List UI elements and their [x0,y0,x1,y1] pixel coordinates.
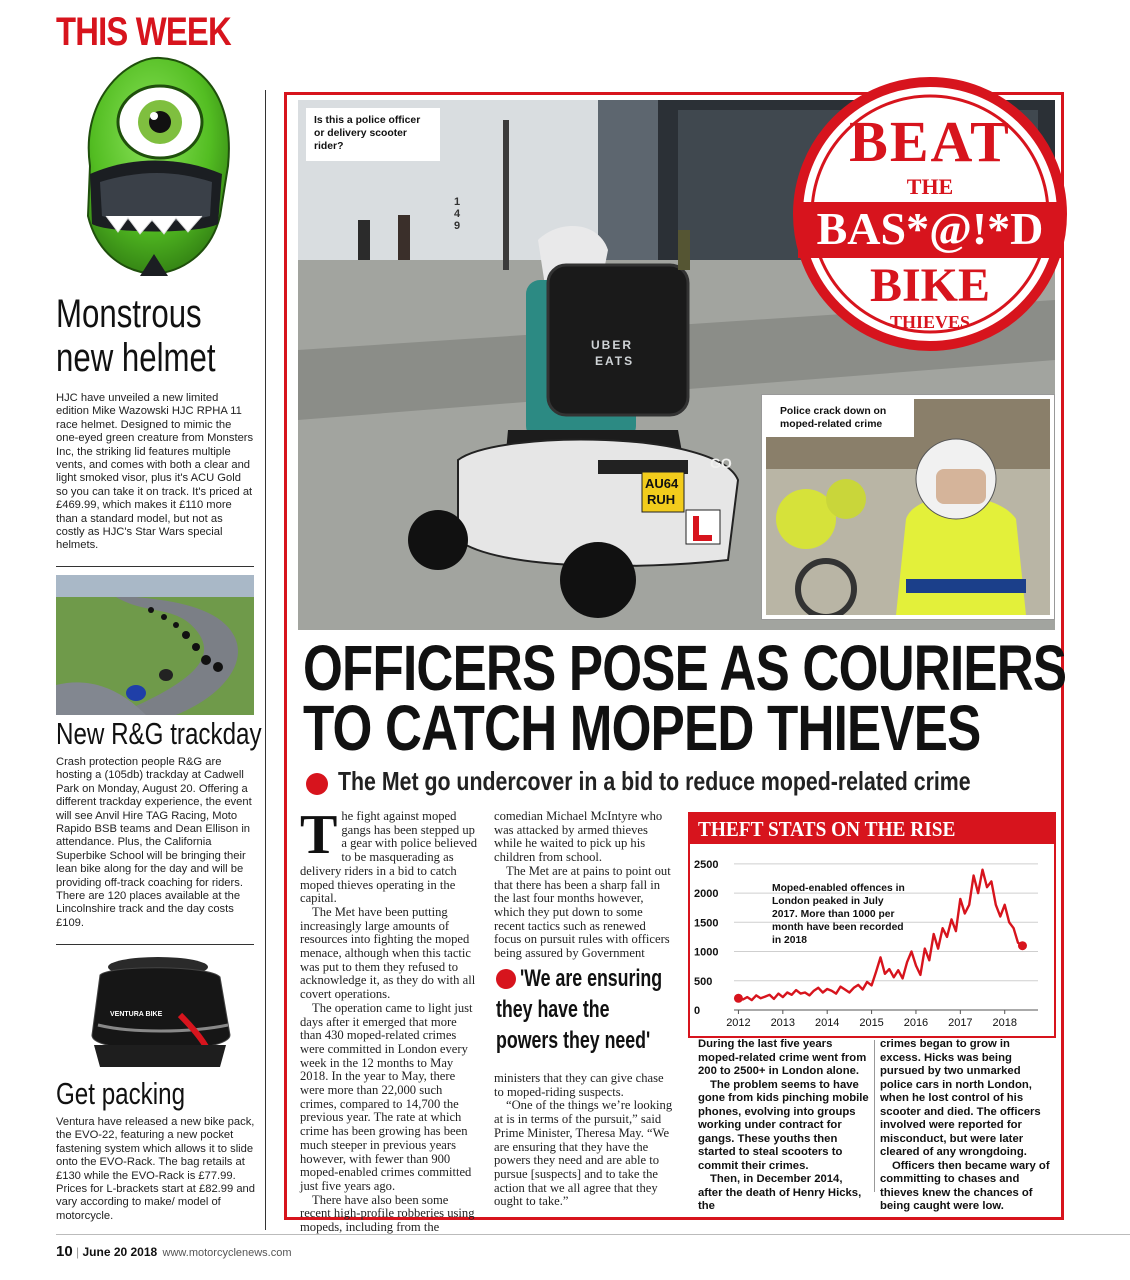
drop-cap: T [300,804,338,866]
stats-text-column-1 [698,1038,870,1214]
article-paragraph: The operation came to light just days after it emerged that more than 430 moped-related crimes were committed in London every week in the 12 months to May 2018. In the year to May, there were more than 22,000 such crimes, compared to 14,700 the previous year. The rate at which crime has been growing has been much steeper in previous years however, with fewer than 900 moped-enabled crimes committed just five years ago. [300,1000,473,1193]
stats-paragraph: crimes began to grow in excess. Hicks was being pursued by two unmarked police cars in north London, when he lost control of his scooter and died. The officers involved were reported for misconduct, but were later cleared of any wrongdoing. [880,1038,1041,1158]
pull-quote-bullet [496,969,516,989]
photo-text-plate-1: AU64 [645,476,679,491]
stats-paragraph: Officers then became wary of committing to chases and thieves knew the chances of being caught were low. [880,1159,1050,1212]
x-tick-label: 2017 [948,1017,973,1029]
photo-text-bag-2: EATS [595,354,635,368]
stats-text-column-2 [880,1038,1050,1214]
photo-text-bag-1: UBER [591,338,634,352]
article-paragraph: There have also been some recent high-profile robberies using mopeds, including from the [300,1192,475,1235]
article-column-1 [300,804,480,1235]
divider [56,566,254,567]
pull-quote-line3: powers they need' [496,1027,651,1054]
bag-photo [80,955,240,1073]
divider [56,944,254,945]
stats-paragraph: The problem seems to have gone from kids pinching mobile phones, evolving into groups working under contract for gangs. These youths then started to steal scooters to commit their crimes. [698,1078,869,1172]
article-paragraph: comedian Michael McIntyre who was attacked by armed thieves while he waited to pick up his children from school. [494,809,663,865]
footer [56,1243,292,1260]
x-tick-label: 2015 [859,1017,884,1029]
badge-line5: THIEVES [889,312,971,332]
helmet-title-line1: Monstrous [56,292,202,336]
series-end-point [1018,941,1027,950]
stats-title-bar [690,814,1054,844]
pull-quote-line2: they have the [496,996,610,1023]
article-paragraph: he fight against moped gangs has been stepped up a gear with police believed to be masquerading as delivery riders in a bid to catch moped thieves operating in the capital. [300,809,478,906]
page-number: 10 [56,1243,73,1260]
main-photo-caption: Is this a police officer or delivery scooter rider? [306,108,440,161]
bag-brand-label: VENTURA BIKE [110,1011,163,1018]
badge-line3: BAS*@!*D [816,203,1044,254]
y-tick-label: 500 [694,975,713,988]
footer-url[interactable]: www.motorcyclenews.com [162,1247,292,1259]
packing-title: Get packing [56,1076,186,1111]
y-tick-label: 2500 [694,858,719,871]
inset-photo [762,395,1054,619]
trackday-title: New R&G trackday [56,716,262,751]
x-tick-label: 2018 [992,1017,1017,1029]
x-tick-label: 2012 [726,1017,751,1029]
helmet-image [70,56,238,276]
article-paragraph: “One of the things we’re looking at is in terms of the pursuit,” said Prime Minister, Theresa May. “We are ensuring that they have the powers they need and are able to pursue [suspects] and to take the action that we all agree that they ought to take.” [494,1098,673,1209]
article-paragraph: The Met have been putting increasingly large amounts of resources into fighting the moped menace, although when this tactic was put to them they refused to acknowledge it, as they do with all covert operations. [300,904,476,1002]
photo-text-building: 149 [454,196,461,232]
helmet-title [56,292,216,380]
y-tick-label: 0 [694,1005,701,1017]
chart-annotation: Moped-enabled offences in London peaked in July 2017. More than 1000 per month have been recorded in 2018 [772,883,905,946]
section-title: THIS WEEK [56,10,231,54]
article-paragraph: The Met are at pains to point out that there has been a sharp fall in the last four months however, which they put down to some recent tactics such as renewed focus on pursuit rules with officers being assured by Government [494,863,671,961]
helmet-title-line2: new helmet [56,336,216,380]
headline-line2: TO CATCH MOPED THIEVES [303,692,981,764]
stats-paragraph: During the last five years moped-related crime went from 200 to 2500+ in London alone. [698,1038,867,1077]
photo-text-road: GO [710,455,732,471]
trackday-photo [56,575,254,715]
badge-line1: BEAT [849,109,1011,174]
headline-line1: OFFICERS POSE AS COURIERS [303,632,1067,704]
y-tick-label: 2000 [694,888,719,901]
badge-line2: THE [906,174,954,199]
stats-column-rule [874,1040,875,1192]
strap-bullet [306,773,328,795]
inset-photo-caption: Police crack down on moped-related crime [766,399,914,437]
helmet-illustration [70,56,238,276]
strap-text: The Met go undercover in a bid to reduce moped-related crime [338,766,971,796]
track-illustration [56,575,254,715]
footer-sep: | [76,1245,83,1259]
column-rule [265,90,266,1230]
y-tick-label: 1000 [694,946,719,959]
footer-date: June 20 2018 [82,1245,158,1259]
helmet-body: HJC have unveiled a new limited edition Mike Wazowski HJC RPHA 11 race helmet. Designed to mimic the one-eyed green creature from Monsters Inc, the striking lid features multiple vents, and comes with both a clear and light smoked visor, plus it's ACU Gold so you can take it on track. It's priced at £469.99, which makes it £110 more than a standard model, but not as costly as HJC's Star Wars special helmets. [56,392,254,552]
beat-the-thieves-badge [790,74,1070,354]
y-tick-label: 1500 [694,917,719,930]
packing-body: Ventura have released a new bike pack, the EVO-22, featuring a new pocket fastening system which allows it to slide onto the EVO-Rack. The bag retails at £130 while the EVO-Rack is £77.99. Prices for L-brackets start at £82.99 and vary according to make/ model of motorcycle. [56,1116,255,1222]
x-tick-label: 2013 [770,1017,796,1029]
series-start-point [734,994,743,1003]
stats-paragraph: Then, in December 2014, after the death of Henry Hicks, the [698,1173,862,1212]
chart-title: THEFT STATS ON THE RISE [698,817,956,841]
photo-text-plate-2: RUH [647,492,676,507]
pull-quote-line1: 'We are ensuring [520,965,663,992]
article-column-2 [494,810,674,961]
x-tick-label: 2014 [814,1017,840,1029]
stats-chart-box [688,812,1056,1038]
article-column-2b [494,1072,674,1209]
badge-line4: BIKE [869,259,991,312]
footer-rule [56,1234,1130,1235]
trackday-body: Crash protection people R&G are hosting a (105db) trackday at Cadwell Park on Monday, August 20. Offering a different trackday experience, the event will see Anvil Hire TAG Racing, Moto Rapido BSB teams and Dean Ellison in attendance. Plus, the California Superbike School will be bringing their lean bike along for the day and will be providing off-track coaching for riders. There are 120 places available at the Lincolnshire track and the day costs £109. [56,756,252,929]
x-tick-label: 2016 [903,1017,929,1029]
article-paragraph: ministers that they can give chase to moped-riding suspects. [494,1071,664,1099]
